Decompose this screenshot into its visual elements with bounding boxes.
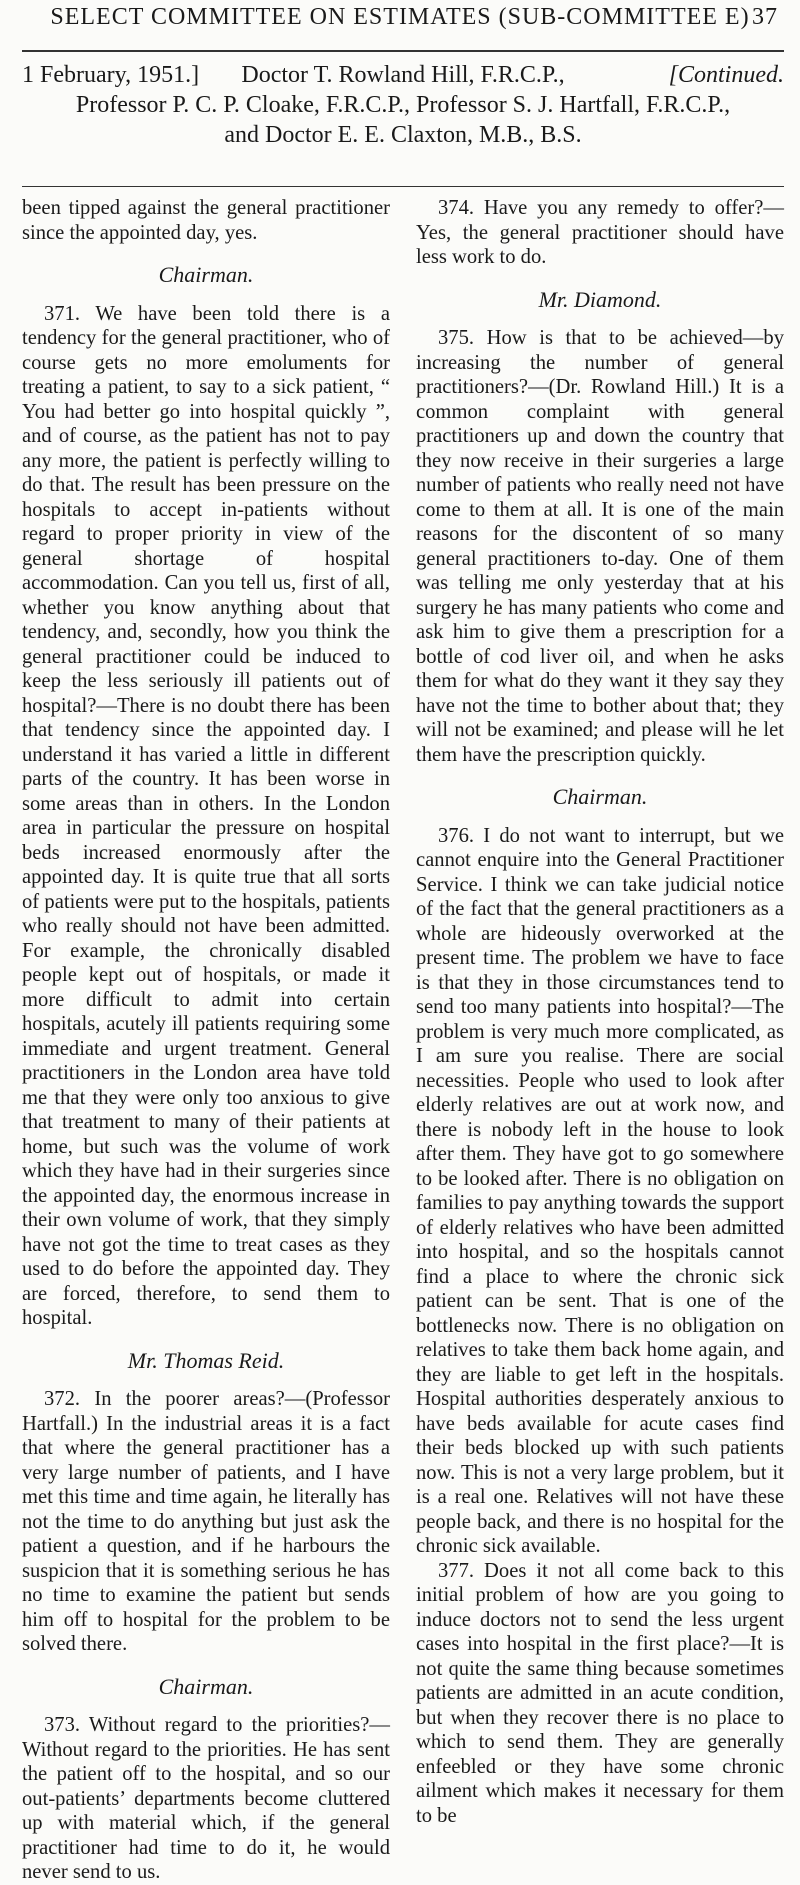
- page-number: 37: [752, 4, 778, 30]
- witness-rule: [22, 186, 784, 187]
- question-372: 372. In the poorer areas?—(Professor Hartfall.) In the industrial areas it is a fact that where the general practitioner has a very large number of patients, and I have met this time and time again, he literally has not the time to do anything but just ask the patient a question, and if he harbours the suspicion that it is something serious he has no time to examine the patient but sends him off to hospital for the problem to be solved there.: [22, 1388, 390, 1655]
- question-377: 377. Does it not all come back to this initial problem of how are you going to induce doctors not to send the less urgent cases into hospital in the first place?—It is not quite the same thing because sometimes patients are admitted in an acute condition, but when they recover there is no place to which to send them. They are generally enfeebled or they have some chronic ailment which makes it necessary for them to be: [416, 1559, 784, 1827]
- speaker-heading: Mr. Thomas Reid.: [127, 1347, 285, 1373]
- left-column: [22, 196, 390, 1885]
- witness-line-1: Doctor T. Rowland Hill, F.R.C.P.,: [241, 62, 565, 88]
- running-header: [0, 4, 800, 31]
- question-371: 371. We have been told there is a tendency for the general practitioner, who of course gets no more emoluments for treating a patient, to say to a sick patient, “ You had better go into hospital quickly ”, and of course, as the patient has not to pay any more, the patient is perfectly willing to do that. The result has been pressure on the hospitals to accept in-patients without regard to proper priority in view of the general shortage of hospital accommodation. Can you tell us, first of all, whether you know anything about that tendency, and, secondly, how you think the general practitioner could be induced to keep the less seriously ill patients out of hospital?—There is no doubt there has been that tendency since the appointed day. I understand it has varied a little in different parts of the country. It has been worse in some areas than in others. In the London area in particular the pressure on hospital beds increased enormously after the appointed day. It is quite true that all sorts of patients were put to the hospitals, patients who really should not have been admitted. For example, the chronically disabled people kept out of hospitals, or made it more difficult to admit into certain hospitals, acutely ill patients requiring some immediate and urgent treatment. General practitioners in the London area have told me that they were only too anxious to give that treatment to many of their patients at home, but such was the volume of work which they have had in their surgeries since the appointed day, the enormous increase in their own volume of work, that they simply have not got the time to treat cases as they used to do before the appointed day. They are forced, therefore, to send them to hospital.: [22, 302, 390, 1329]
- question-374: 374. Have you any remedy to offer?—Yes, the general practitioner should have less work to do.: [416, 197, 784, 268]
- speaker-heading: Mr. Diamond.: [538, 286, 662, 312]
- continued-label: [Continued.: [668, 62, 784, 88]
- speaker-heading: Chairman.: [158, 1673, 254, 1699]
- right-column: [416, 196, 784, 1828]
- question-373: 373. Without regard to the priorities?—Without regard to the priorities. He has sent the patient off to the hospital, and so our out-patients’ departments become cluttered up with material which, if the general practitioner had time to do it, he would never send to us.: [22, 1714, 390, 1883]
- header-title: SELECT COMMITTEE ON ESTIMATES (SUB-COMMITTEE E): [50, 4, 750, 30]
- witness-line-3: and Doctor E. E. Claxton, M.B., B.S.: [224, 122, 582, 148]
- witness-block: [22, 60, 784, 150]
- question-376: 376. I do not want to interrupt, but we cannot enquire into the General Practitioner Service. I think we can take judicial notice of the fact that the general practitioners as a whole are hideously overworked at the present time. The problem we have to face is that they in those circumstances tend to send too many patients into hospital?—The problem is very much more complicated, as I am sure you realise. There are social necessities. People who used to look after elderly relatives are out at work now, and there is nobody left in the house to look after them. They have got to go somewhere to be looked after. There is no obligation on families to pay anything towards the support of elderly relatives who have been admitted into hospital, and so the hospitals cannot find a place to where the chronic sick patient can be sent. That is one of the bottlenecks now. There is no obligation on relatives to take them back home again, and they are liable to get left in the hospitals. Hospital authorities desperately anxious to have beds available for acute cases find their beds blocked up with such patients now. This is not a very large problem, but it is a real one. Relatives will not have these people back, and there is no hospital for the chronic sick available.: [416, 824, 784, 1557]
- speaker-heading: Chairman.: [158, 262, 254, 287]
- paragraph-continued: been tipped against the general practitioner since the appointed day, yes.: [22, 197, 390, 244]
- question-375: 375. How is that to be achieved—by increasing the number of general practitioners?—(Dr. Rowland Hill.) It is a common complaint with general practitioners up and down the country that they now receive in their surgeries a large number of patients who really need not have come to them at all. It is one of the main reasons for the discontent of so many general practitioners to-day. One of them was telling me only yesterday that at his surgery he has many patients who come and ask him to give them a prescription for a bottle of cod liver oil, and when he asks them for what do they want it they say they have not the time to bother about that; they will not be examined; and please will he let them have the prescription quickly.: [416, 327, 784, 766]
- session-date: 1 February, 1951.]: [22, 62, 200, 88]
- witness-line-2: Professor P. C. P. Cloake, F.R.C.P., Professor S. J. Hartfall, F.R.C.P.,: [75, 92, 731, 118]
- header-rule: [22, 50, 784, 52]
- speaker-heading: Chairman.: [552, 784, 648, 809]
